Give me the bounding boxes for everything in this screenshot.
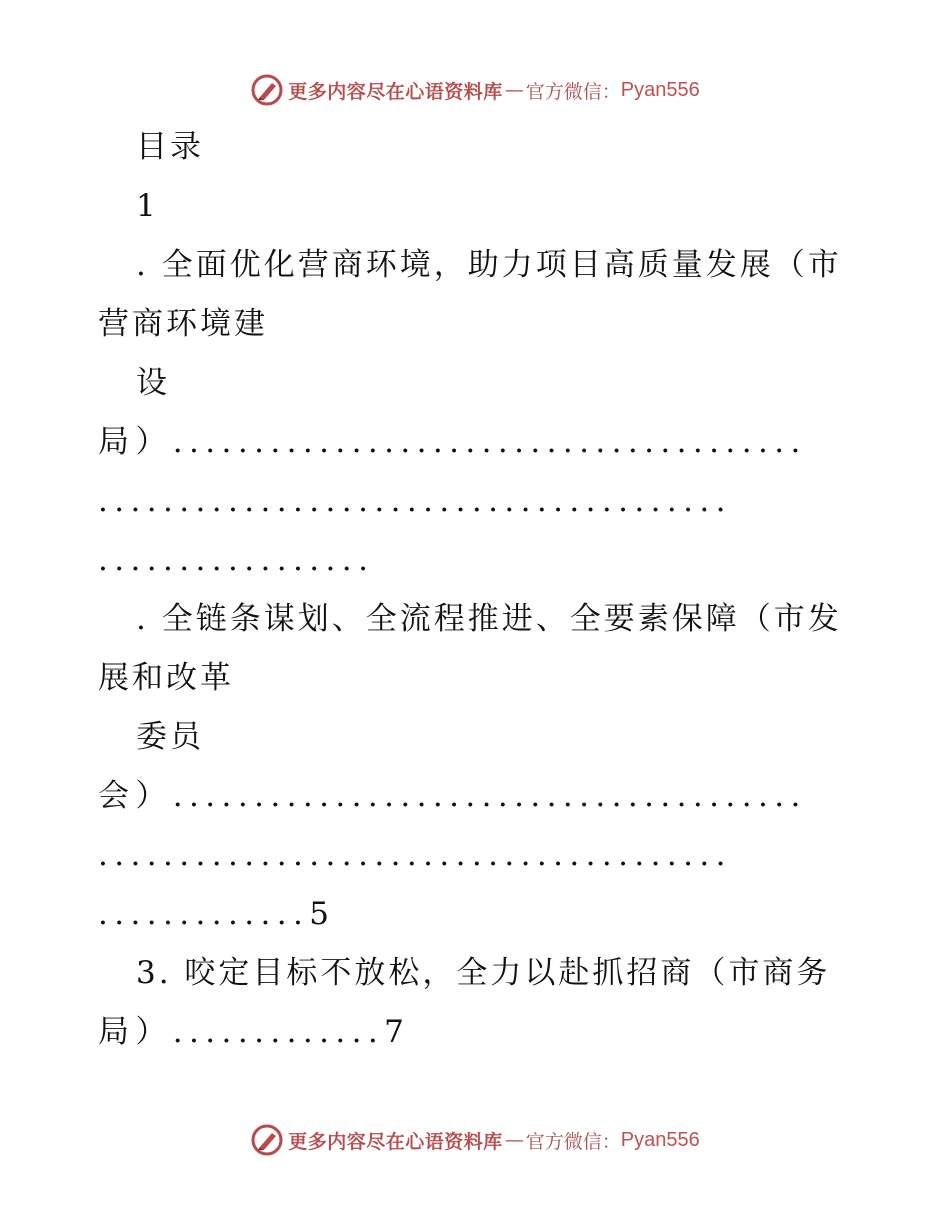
banner-dash: — [504,1129,524,1151]
toc-item2-leader-line1: 会）....................................... [98,778,807,814]
toc-item2-leader-line2: ....................................... [98,837,732,873]
toc-item1-title-line1: . 全面优化营商环境，助力项目高质量发展（市 [136,247,842,283]
toc-item3-title-line1: 3. 咬定目标不放松，全力以赴抓招商（市商务 [136,955,831,991]
banner-text: 更多内容尽在心语资料库 [288,1130,503,1153]
toc-item2-title-line3: 委员 [136,719,204,755]
toc-item1-leader-line1: 局）....................................... [98,424,807,460]
toc-item1-number: 1 [136,188,159,224]
toc-item2-leader-line3: .............5 [98,896,336,932]
toc-item2-title-line2: 展和改革 [98,660,234,696]
footer-watermark [0,1120,950,1160]
banner-dash: — [504,79,524,101]
header-watermark [0,70,950,110]
pen-logo-icon [250,73,284,107]
toc-heading: 目录 [136,129,204,165]
toc-item1-leader-line3: ................. [98,542,375,578]
toc-item1-title-line2: 营商环境建 [98,306,268,342]
banner-wechat-id: Pyan556 [620,1128,700,1151]
pen-logo-icon [250,1123,284,1157]
toc-item1-title-line3: 设 [136,365,170,401]
banner-wechat-id: Pyan556 [620,78,700,101]
toc-item3-leader-line1: 局）.............7 [98,1014,411,1050]
banner-text: 更多内容尽在心语资料库 [288,80,503,103]
banner-wechat-label: 官方微信： [525,1130,621,1153]
toc-content [98,118,858,1062]
toc-item2-title-line1: . 全链条谋划、全流程推进、全要素保障（市发 [136,601,842,637]
toc-item1-leader-line2: ....................................... [98,483,732,519]
banner-wechat-label: 官方微信： [525,80,621,103]
